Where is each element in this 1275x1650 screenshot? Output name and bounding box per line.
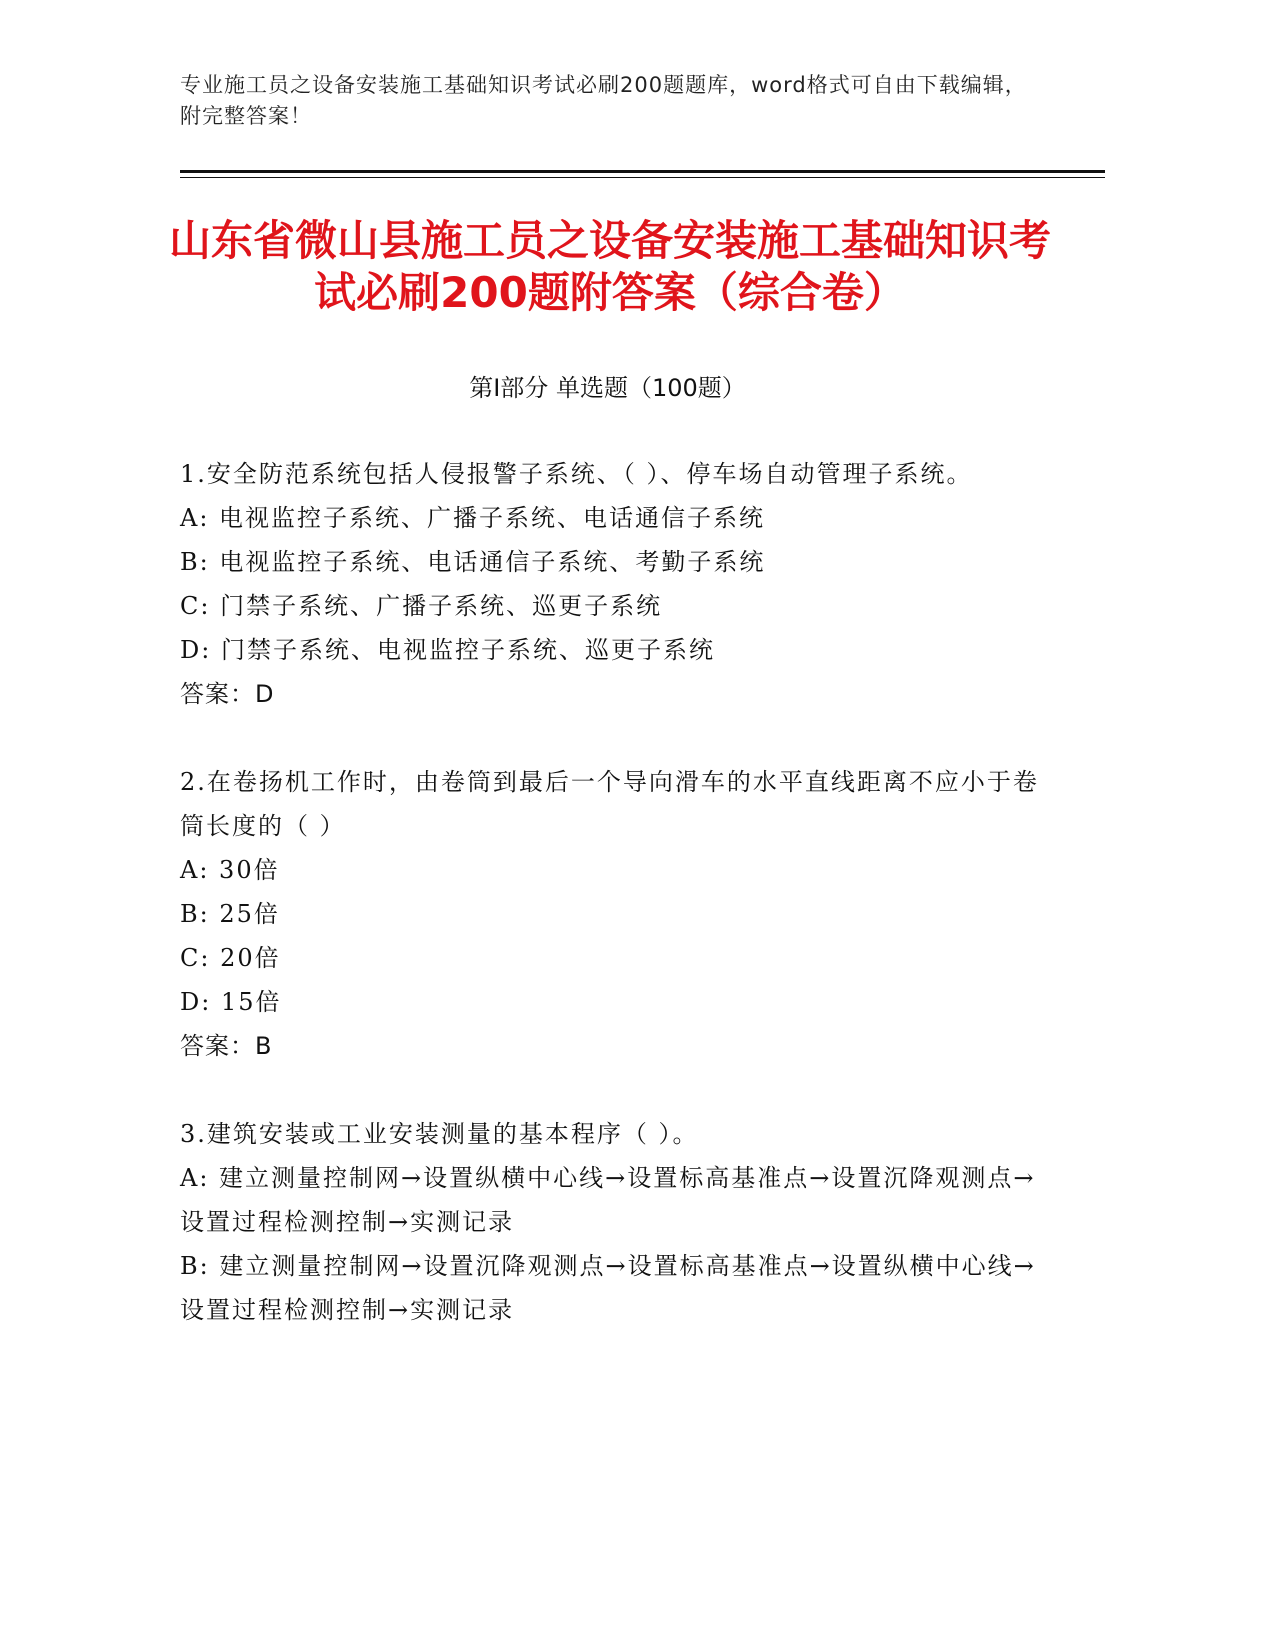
answer: 答案：B [180,1032,273,1060]
option-b: B: 电视监控子系统、电话通信子系统、考勤子系统 [180,548,766,576]
header-divider-thick [180,170,1105,173]
page-header-note: 专业施工员之设备安装施工基础知识考试必刷200题题库，word格式可自由下载编辑，附完整答案！ [180,73,1027,128]
document-title: 山东省微山县施工员之设备安装施工基础知识考试必刷200题附答案（综合卷） [168,216,1051,317]
question-stem: 2.在卷扬机工作时，由卷筒到最后一个导向滑车的水平直线距离不应小于卷筒长度的（ ） [180,768,1039,840]
option-a: A: 电视监控子系统、广播子系统、电话通信子系统 [180,504,766,532]
question-1 [180,452,1040,716]
option-a: A: 建立测量控制网→设置纵横中心线→设置标高基准点→设置沉降观测点→设置过程检测控制→实测记录 [180,1164,1036,1236]
question-3 [180,1112,1040,1332]
question-stem: 3.建筑安装或工业安装测量的基本程序（ ）。 [180,1120,699,1148]
option-b: B: 建立测量控制网→设置沉降观测点→设置标高基准点→设置纵横中心线→设置过程检测控制→实测记录 [180,1252,1036,1324]
option-c: C: 门禁子系统、广播子系统、巡更子系统 [180,592,663,620]
section-heading: 第Ⅰ部分 单选题（100题） [469,374,746,402]
answer: 答案：D [180,680,275,708]
option-d: D: 15倍 [180,988,282,1016]
option-d: D: 门禁子系统、电视监控子系统、巡更子系统 [180,636,715,664]
question-list [180,452,1040,1376]
question-2 [180,760,1040,1068]
header-divider-thin [180,177,1105,178]
question-stem: 1.安全防范系统包括人侵报警子系统、（ ）、停车场自动管理子系统。 [180,460,973,488]
option-b: B: 25倍 [180,900,280,928]
option-c: C: 20倍 [180,944,281,972]
option-a: A: 30倍 [180,856,280,884]
